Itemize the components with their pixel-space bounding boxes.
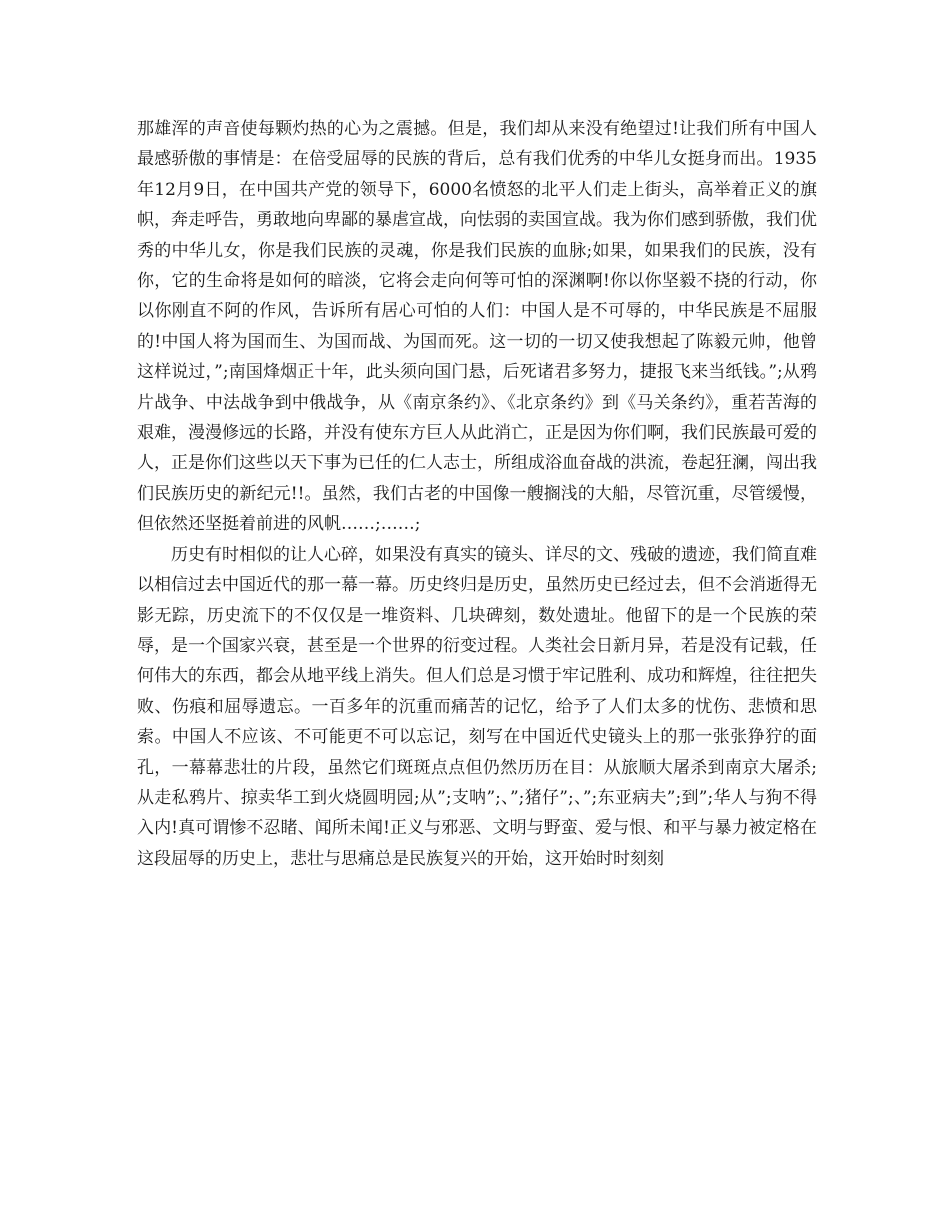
paragraph-1: 那雄浑的声音使每颗灼热的心为之震撼。但是，我们却从来没有绝望过!让我们所有中国人最感骄傲的事情是：在倍受屈辱的民族的背后，总有我们优秀的中华儿女挺身而出。1935年12月9日，在中国共产党的领导下，6000名愤怒的北平人们走上街头，高举着正义的旗帜，奔走呼告，勇敢地向卑鄙的暴虐宣战，向怯弱的卖国宣战。我为你们感到骄傲，我们优秀的中华儿女，你是我们民族的灵魂，你是我们民族的血脉;如果，如果我们的民族，没有你，它的生命将是如何的暗淡，它将会走向何等可怕的深渊啊!你以你坚毅不挠的行动，你以你刚直不阿的作风，告诉所有居心可怕的人们：中国人是不可辱的，中华民族是不屈服的!中国人将为国而生、为国而战、为国而死。这一切的一切又使我想起了陈毅元帅，他曾这样说过，”;南国烽烟正十年，此头须向国门悬，后死诸君多努力，捷报飞来当纸钱。”;从鸦片战争、中法战争到中俄战争，从《南京条约》、《北京条约》到《马关条约》，重若苦海的艰难，漫漫修远的长路，并没有使东方巨人从此消亡，正是因为你们啊，我们民族最可爱的人，正是你们这些以天下事为已任的仁人志士，所组成浴血奋战的洪流，卷起狂澜，闯出我们民族历史的新纪元!!。虽然，我们古老的中国像一艘搁浅的大船，尽管沉重，尽管缓慢，但依然还坚挺着前进的风帆……;……; [137, 119, 817, 535]
body-text [137, 114, 817, 874]
paragraph-2: 历史有时相似的让人心碎，如果没有真实的镜头、详尽的文、残破的遗迹，我们简直难以相信过去中国近代的那一幕一幕。历史终归是历史，虽然历史已经过去，但不会消逝得无影无踪，历史流下的不仅仅是一堆资料、几块碑刻，数处遗址。他留下的是一个民族的荣辱，是一个国家兴衰，甚至是一个世界的衍变过程。人类社会日新月异，若是没有记载，任何伟大的东西，都会从地平线上消失。但人们总是习惯于牢记胜利、成功和辉煌，往往把失败、伤痕和屈辱遗忘。一百多年的沉重而痛苦的记忆，给予了人们太多的忧伤、悲愤和思索。中国人不应该、不可能更不可以忘记，刻写在中国近代史镜头上的那一张张狰狞的面孔，一幕幕悲壮的片段，虽然它们斑斑点点但仍然历历在目：从旅顺大屠杀到南京大屠杀;从走私鸦片、掠卖华工到火烧圆明园;从”;支呐”;、”;猪仔”;、”;东亚病夫”;到”;华人与狗不得入内!真可谓惨不忍睹、闻所未闻!正义与邪恶、文明与野蛮、爱与恨、和平与暴力被定格在这段屈辱的历史上，悲壮与思痛总是民族复兴的开始，这开始时时刻刻 [137, 544, 817, 869]
